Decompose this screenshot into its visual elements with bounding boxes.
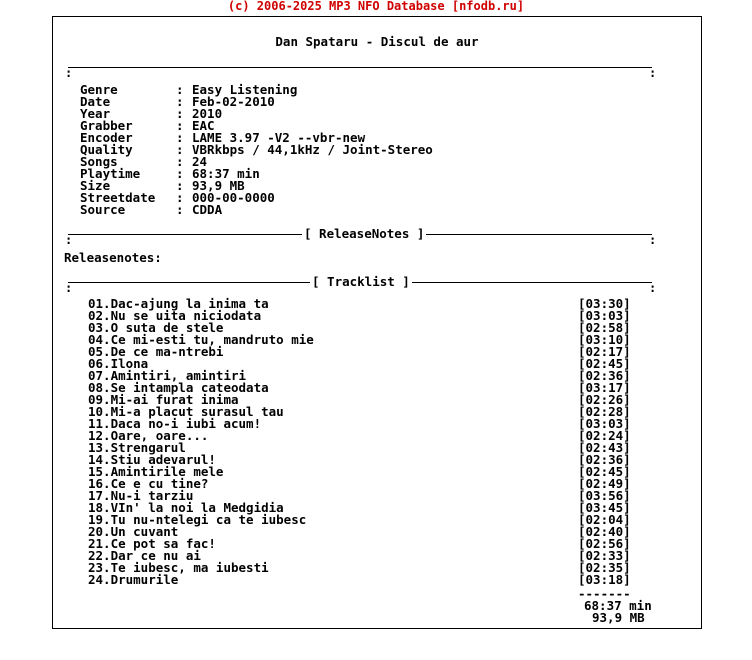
info-key: Playtime (80, 166, 141, 181)
info-key: Date (80, 94, 111, 109)
totals-divider: ------- (578, 586, 631, 601)
track-duration: [02:35] (578, 560, 631, 575)
track-number: 05. (88, 344, 111, 359)
track-number: 07. (88, 368, 111, 383)
info-key: Source (80, 202, 126, 217)
total-size: 93,9 MB (592, 610, 645, 625)
track-title: Ce pot sa fac! (110, 536, 216, 551)
track-number: 22. (88, 548, 111, 563)
info-value: Feb-02-2010 (192, 94, 275, 109)
track-duration: [02:24] (578, 428, 631, 443)
info-key: Year (80, 106, 111, 121)
track-duration: [02:36] (578, 452, 631, 467)
track-number: 14. (88, 452, 111, 467)
info-value: 24 (192, 154, 208, 169)
info-separator: : (176, 106, 184, 121)
track-number: 01. (88, 296, 111, 311)
info-separator: : (176, 118, 184, 133)
track-title: O suta de stele (110, 320, 224, 335)
track-title: Nu-i tarziu (110, 488, 194, 503)
track-number: 20. (88, 524, 111, 539)
info-row (80, 204, 222, 216)
track-number: 18. (88, 500, 111, 515)
track-title: Ce mi-esti tu, mandruto mie (110, 332, 314, 347)
info-separator: : (176, 142, 184, 157)
track-duration: [02:17] (578, 344, 631, 359)
info-key: Encoder (80, 130, 133, 145)
track-title: Tu nu-ntelegi ca te iubesc (110, 512, 307, 527)
info-separator: : (176, 82, 184, 97)
track-duration: [02:49] (578, 476, 631, 491)
track-number: 15. (88, 464, 111, 479)
track-duration: [02:43] (578, 440, 631, 455)
info-top-rule (68, 67, 652, 68)
info-value: Easy Listening (192, 82, 298, 97)
info-key: Size (80, 178, 111, 193)
track-title: Dac-ajung la inima ta (110, 296, 269, 311)
info-separator: : (176, 178, 184, 193)
track-number: 12. (88, 428, 111, 443)
track-number: 21. (88, 536, 111, 551)
track-number: 17. (88, 488, 111, 503)
releasenotes-heading: [ ReleaseNotes ] (304, 226, 425, 241)
track-number: 16. (88, 476, 111, 491)
info-value: 000-00-0000 (192, 190, 275, 205)
track-duration: [02:36] (578, 368, 631, 383)
track-title: Dar ce nu ai (110, 548, 201, 563)
track-number: 10. (88, 404, 111, 419)
info-value: VBRkbps / 44,1kHz / Joint-Stereo (192, 142, 433, 157)
track-title: Daca no-i iubi acum! (110, 416, 262, 431)
track-title: De ce ma-ntrebi (110, 344, 224, 359)
tracklist-heading: [ Tracklist ] (312, 274, 410, 289)
track-duration: [02:28] (578, 404, 631, 419)
track-title: Amintirile mele (110, 464, 224, 479)
track-duration: [03:03] (578, 308, 631, 323)
track-duration: [03:30] (578, 296, 631, 311)
track-duration: [02:26] (578, 392, 631, 407)
tracklist-left-tick: : (65, 281, 73, 295)
track-title: Se intampla cateodata (110, 380, 269, 395)
info-separator: : (176, 190, 184, 205)
track-title: Te iubesc, ma iubesti (110, 560, 269, 575)
track-number: 13. (88, 440, 111, 455)
info-key: Grabber (80, 118, 133, 133)
track-number: 19. (88, 512, 111, 527)
track-duration: [03:18] (578, 572, 631, 587)
info-key: Streetdate (80, 190, 156, 205)
releasenotes-right-tick: : (649, 233, 657, 247)
track-title: Drumurile (110, 572, 179, 587)
track-title: Mi-ai furat inima (110, 392, 239, 407)
info-left-tick: : (65, 66, 73, 80)
track-title: Ilona (110, 356, 149, 371)
releasenotes-label: Releasenotes: (64, 250, 162, 265)
track-title: Ce e cu tine? (110, 476, 209, 491)
track-duration: [02:45] (578, 464, 631, 479)
info-key: Genre (80, 82, 118, 97)
track-title: Amintiri, amintiri (110, 368, 247, 383)
info-separator: : (176, 154, 184, 169)
tracklist-right-tick: : (649, 281, 657, 295)
track-duration: [03:10] (578, 332, 631, 347)
track-title: Mi-a placut surasul tau (110, 404, 284, 419)
track-row (88, 574, 178, 586)
track-title: Stiu adevarul! (110, 452, 216, 467)
info-separator: : (176, 94, 184, 109)
track-title: Oare, oare... (110, 428, 209, 443)
info-row (80, 144, 433, 156)
track-number: 23. (88, 560, 111, 575)
track-title: Strengarul (110, 440, 186, 455)
track-duration: [02:04] (578, 512, 631, 527)
track-duration: [03:17] (578, 380, 631, 395)
track-title: Un cuvant (110, 524, 179, 539)
track-title: Nu se uita niciodata (110, 308, 262, 323)
info-separator: : (176, 202, 184, 217)
releasenotes-left-tick: : (65, 233, 73, 247)
info-value: EAC (192, 118, 215, 133)
track-duration: [02:56] (578, 536, 631, 551)
track-duration: [02:33] (578, 548, 631, 563)
info-key: Quality (80, 142, 133, 157)
total-playtime: 68:37 min (584, 598, 652, 613)
track-number: 11. (88, 416, 111, 431)
release-title: Dan Spataru - Discul de aur (275, 34, 479, 49)
track-title: VIn' la noi la Medgidia (110, 500, 284, 515)
info-right-tick: : (649, 66, 657, 80)
track-duration: [02:45] (578, 356, 631, 371)
track-duration: [02:58] (578, 320, 631, 335)
track-number: 09. (88, 392, 111, 407)
info-value: 93,9 MB (192, 178, 245, 193)
track-number: 04. (88, 332, 111, 347)
info-separator: : (176, 130, 184, 145)
track-duration: [03:56] (578, 488, 631, 503)
track-number: 08. (88, 380, 111, 395)
track-number: 06. (88, 356, 111, 371)
info-value: CDDA (192, 202, 223, 217)
track-duration: [03:45] (578, 500, 631, 515)
info-value: 2010 (192, 106, 223, 121)
info-key: Songs (80, 154, 118, 169)
site-header[interactable]: (c) 2006-2025 MP3 NFO Database [nfodb.ru] (227, 0, 525, 13)
track-number: 24. (88, 572, 111, 587)
track-duration: [03:03] (578, 416, 631, 431)
info-separator: : (176, 166, 184, 181)
track-duration: [02:40] (578, 524, 631, 539)
track-number: 03. (88, 320, 111, 335)
info-value: 68:37 min (192, 166, 260, 181)
track-number: 02. (88, 308, 111, 323)
info-value: LAME 3.97 -V2 --vbr-new (192, 130, 366, 145)
